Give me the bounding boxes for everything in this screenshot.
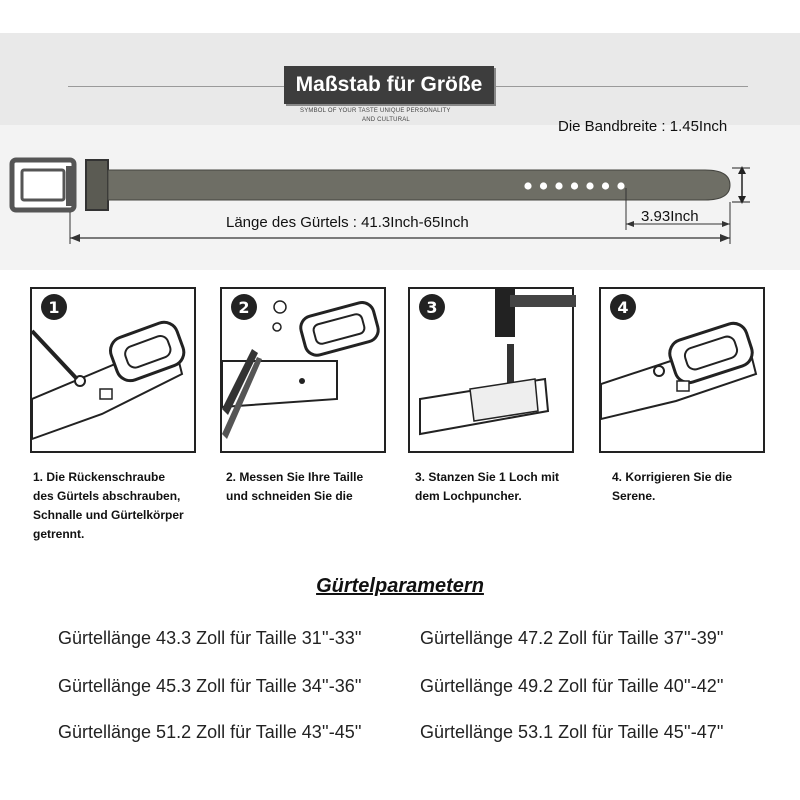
step-number: 3 [426, 298, 438, 317]
param-right-2: Gürtellänge 49.2 Zoll für Taille 40''-42'' [420, 676, 724, 696]
slogan [300, 107, 480, 125]
bandwidth-label: Die Bandbreite : 1.45Inch [558, 118, 728, 135]
step-4-text [612, 468, 792, 506]
step-3-line-2: dem Lochpuncher. [415, 489, 522, 503]
param-right-3: Gürtellänge 53.1 Zoll für Taille 45''-47'' [420, 722, 724, 742]
size-title: Maßstab für Größe [284, 66, 494, 104]
tip-length-label: 3.93Inch [641, 208, 699, 225]
screwdriver-illustration [32, 289, 198, 455]
step-1-text [33, 468, 213, 544]
belt-hole [617, 182, 624, 189]
param-left-2: Gürtellänge 45.3 Zoll für Taille 34''-36'' [58, 676, 362, 696]
step-1-line-1: 1. Die Rückenschraube [33, 470, 166, 484]
buckle-bar [66, 166, 76, 206]
hammer-punch-illustration [410, 289, 576, 455]
step-3-line-1: 3. Stanzen Sie 1 Loch mit [415, 470, 560, 484]
step-1-line-4: getrennt. [33, 527, 85, 541]
belt-keeper [86, 160, 108, 210]
param-left-1: Gürtellänge 43.3 Zoll für Taille 31''-33'' [58, 628, 362, 648]
param-right-1: Gürtellänge 47.2 Zoll für Taille 37''-39'' [420, 628, 724, 648]
belt-hole [602, 182, 609, 189]
belt-hole [555, 182, 562, 189]
scissors-illustration [222, 289, 388, 455]
belt-hole [571, 182, 578, 189]
slogan-line-1: SYMBOL OF YOUR TASTE UNIQUE PERSONALITY [300, 108, 451, 114]
step-2-line-1: 2. Messen Sie Ihre Taille [226, 470, 364, 484]
param-left-3: Gürtellänge 51.2 Zoll für Taille 43''-45'' [58, 722, 362, 742]
parameters-title: Gürtelparametern [316, 575, 484, 597]
slogan-line-2: AND CULTURAL [362, 117, 410, 123]
step-3-text [415, 468, 595, 506]
step-1-line-3: Schnalle und Gürtelkörper [33, 508, 184, 522]
step-number: 4 [617, 298, 629, 317]
belt-hole [540, 182, 547, 189]
belt-strap [108, 170, 730, 200]
step-2-line-2: und schneiden Sie die [226, 489, 353, 503]
belt-length-label: Länge des Gürtels : 41.3Inch-65Inch [226, 214, 469, 231]
belt-hole [524, 182, 531, 189]
step-3-panel [408, 287, 574, 453]
belt-illustration [0, 140, 800, 250]
step-1-line-2: des Gürtels abschrauben, [33, 489, 181, 503]
step-2-text [226, 468, 406, 506]
step-4-line-1: 4. Korrigieren Sie die [612, 470, 733, 484]
belt-hole [586, 182, 593, 189]
assembled-buckle-illustration [601, 289, 767, 455]
step-4-line-2: Serene. [612, 489, 656, 503]
step-number: 2 [238, 298, 250, 317]
step-4-panel [599, 287, 765, 453]
step-2-panel [220, 287, 386, 453]
step-1-panel [30, 287, 196, 453]
step-number: 1 [48, 298, 60, 317]
